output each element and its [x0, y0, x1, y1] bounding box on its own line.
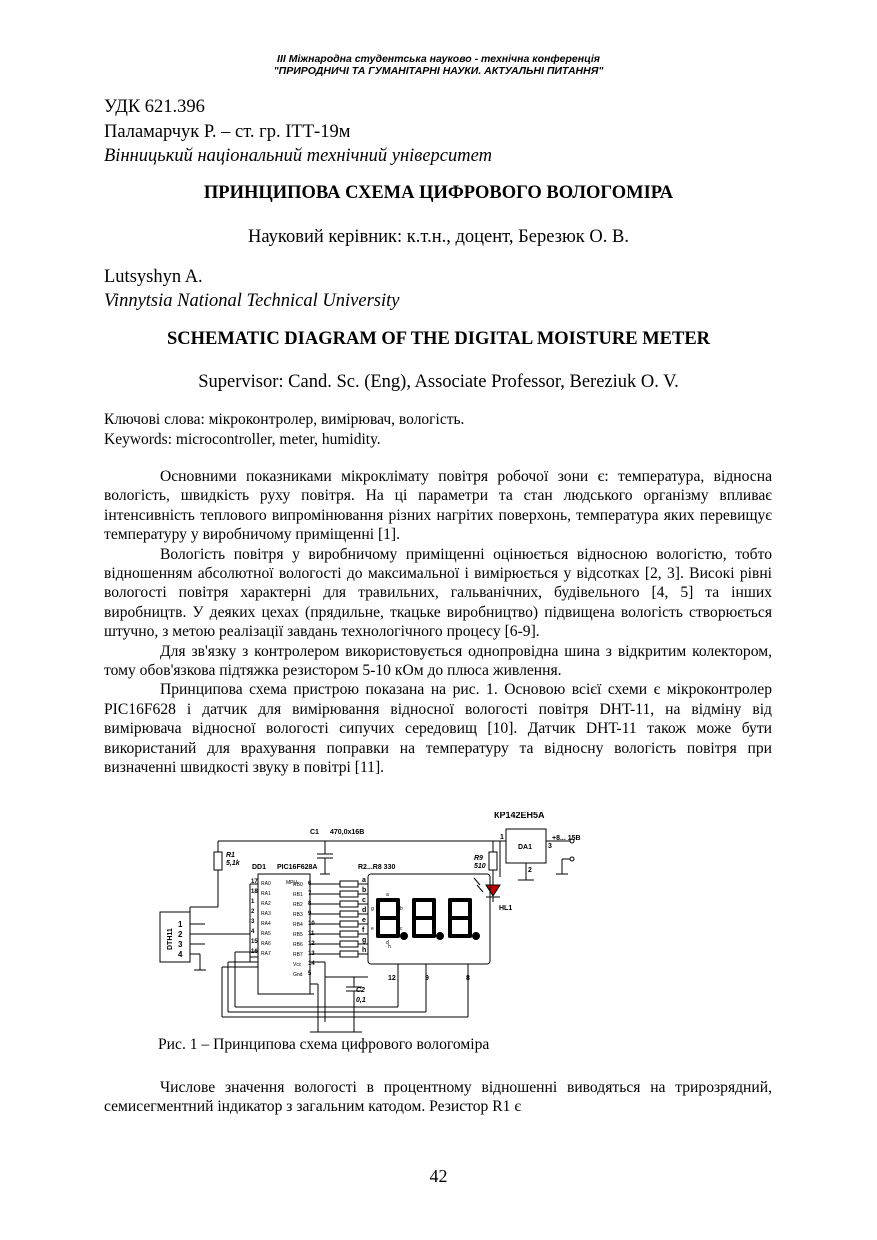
mcu-left-pin-name: RA5	[261, 931, 271, 937]
mcu-left-pin-name: RA3	[261, 911, 271, 917]
page-number: 42	[429, 1166, 448, 1186]
display-segment-label: c	[400, 926, 403, 932]
author-uk: Паламарчук Р. – ст. гр. ІТТ-19м	[104, 122, 351, 142]
figure-caption: Рис. 1 – Принципова схема цифрового вологоміра	[158, 1036, 490, 1053]
mcu-left-pin-number: 1	[251, 899, 255, 905]
mcu-right-pin-name: RB1	[293, 892, 303, 898]
mcu-right-pin-number: 14	[308, 961, 315, 967]
affiliation-en: Vinnytsia National Technical University	[104, 291, 400, 311]
display-segment-label: a	[386, 892, 389, 898]
affiliation-uk: Вінницький національний технічний університет	[104, 146, 492, 166]
mcu-right-pin-name: RB2	[293, 902, 303, 908]
segment-resistor	[340, 921, 358, 927]
regulator-name: КР142ЕН5А	[494, 812, 545, 820]
segment-resistor	[340, 931, 358, 937]
da1-label: DA1	[518, 844, 533, 851]
display-decimal-point	[438, 934, 442, 938]
mcu-right-pin-number: 6	[308, 881, 312, 887]
mcu-right-pin-number: 5	[308, 971, 312, 977]
display-pin-8: 8	[466, 975, 470, 982]
display-segment-label: b	[400, 906, 403, 912]
r1-value: 5,1k	[226, 860, 240, 867]
mcu-left-pin-name: RA4	[261, 921, 271, 927]
mcu-right-pin-name: RB4	[293, 922, 303, 928]
supervisor-uk: Науковий керівник: к.т.н., доцент, Березюк О. В.	[248, 227, 629, 247]
segment-resistor	[340, 941, 358, 947]
segment-label: h	[362, 947, 367, 954]
mcu-right-pin-number: 11	[308, 931, 315, 937]
regulator-pin3: 3	[548, 843, 552, 850]
mcu-left-pin-name: RA0	[261, 881, 271, 887]
mcu-left-pin-number: 18	[251, 889, 258, 895]
display-segment-label: g	[371, 906, 374, 912]
segment-resistor	[340, 911, 358, 917]
segment-resistor	[340, 881, 358, 887]
segment-label: a	[362, 877, 366, 884]
mcu-left-pin-name: RA6	[261, 941, 271, 947]
mcu-right-pin-name: Vcc	[293, 962, 302, 968]
c1-label: C1	[310, 829, 319, 836]
regulator-pin1: 1	[500, 834, 504, 841]
paragraph: Основними показниками мікроклімату повітря робочої зони є: температура, відносна вологість, швидкість руху повітря. На ці параметри та стан людського організму впливає інтенсивність теплового випромінювання різних нагрітих поверхонь, температура яких перевищує температуру у виробничому приміщенні [1].	[104, 468, 772, 544]
mcu-right-pin-number: 9	[308, 911, 312, 917]
segment-label: c	[362, 897, 366, 904]
display-decimal-point	[402, 934, 406, 938]
paper-title-uk: ПРИНЦИПОВА СХЕМА ЦИФРОВОГО ВОЛОГОМІРА	[203, 183, 674, 203]
sensor-pin-1: 1	[178, 920, 183, 929]
paper-title-en: SCHEMATIC DIAGRAM OF THE DIGITAL MOISTURE METER	[166, 329, 711, 349]
supervisor-en: Supervisor: Cand. Sc. (Eng), Associate Professor, Bereziuk O. V.	[198, 372, 679, 392]
sensor-pin-4: 4	[178, 950, 183, 959]
display-decimal-point	[474, 934, 478, 938]
segment-label: b	[362, 887, 367, 894]
after-figure-text	[104, 1078, 772, 1117]
author-en: Lutsyshyn A.	[104, 267, 203, 287]
conference-header-line1: III Міжнародна студентська науково - технічна конференція	[277, 53, 600, 65]
mcu-name: PIC16F628A	[277, 864, 318, 871]
display-pin-9: 9	[425, 975, 429, 982]
udk-code: УДК 621.396	[104, 97, 205, 117]
schematic-diagram	[150, 812, 620, 1037]
c2-value: 0,1	[356, 997, 366, 1004]
sensor-pin-3: 3	[178, 940, 183, 949]
segment-label: f	[362, 927, 365, 934]
regulator-pin2: 2	[528, 867, 532, 874]
segment-label: g	[362, 937, 367, 944]
display-pin-12: 12	[388, 975, 396, 982]
mcu-left-pin-number: 16	[251, 949, 258, 955]
dd1-label: DD1	[252, 864, 267, 871]
display-segment-label: e	[371, 926, 374, 932]
conference-header-line2: "ПРИРОДНИЧІ ТА ГУМАНІТАРНІ НАУКИ. АКТУАЛЬНІ ПИТАННЯ"	[273, 65, 604, 77]
paragraph: Для зв'язку з контролером використовується однопровідна шина з відкритим колектором, тому обов'язкова підтяжка резистором 5-10 кОм до плюса живлення.	[104, 642, 772, 680]
segment-label: d	[362, 907, 367, 914]
mcu-right-pin-number: 7	[308, 891, 312, 897]
hl1-label: HL1	[499, 905, 513, 912]
r1-label: R1	[226, 852, 235, 859]
r9-label: R9	[474, 855, 483, 862]
mcu-left-pin-name: RA7	[261, 951, 271, 957]
mcu-left-pin-name: RA1	[261, 891, 271, 897]
segment-resistor	[340, 951, 358, 957]
mpu-label: MPU	[286, 880, 298, 886]
segment-label: e	[362, 917, 366, 924]
mcu-right-pin-number: 10	[308, 921, 315, 927]
mcu-left-pin-name: RA2	[261, 901, 271, 907]
mcu-right-pin-name: RB7	[293, 952, 303, 958]
resistors-label: R2...R8 330	[358, 864, 396, 871]
body-text	[104, 467, 772, 778]
mcu-right-pin-name: RB3	[293, 912, 303, 918]
mcu-right-pin-number: 8	[308, 901, 312, 907]
mcu-left-pin-number: 3	[251, 919, 255, 925]
sensor-label: DTH11	[167, 928, 174, 950]
mcu-right-pin-name: RB0	[293, 882, 303, 888]
paragraph: Числове значення вологості в процентному відношенні виводяться на трирозрядний, семисегментний індикатор з загальним катодом. Резистор R1 є	[104, 1079, 772, 1116]
mcu-right-pin-number: 12	[308, 941, 315, 947]
mcu-left-pin-number: 4	[251, 929, 255, 935]
paragraph: Принципова схема пристрою показана на рис. 1. Основою всієї схеми є мікроконтролер PIC16F628 і датчик для вимірювання відносної вологості повітря DHT-11, на відміну від вимірювача відносної вологості сипучих середовищ [10]. Датчик DHT-11 також може бути використаний для врахування поправки на температуру та відносну вологість повітря при визначенні швидкості звуку в повітрі [11].	[104, 681, 772, 777]
sensor-pin-2: 2	[178, 930, 183, 939]
c2-label: C2	[356, 987, 365, 994]
keywords-en: Keywords: microcontroller, meter, humidity.	[104, 431, 381, 448]
keywords-uk: Ключові слова: мікроконтролер, вимірювач, вологість.	[104, 411, 465, 428]
mcu-right-pin-name: RB6	[293, 942, 303, 948]
mcu-right-pin-name: RB5	[293, 932, 303, 938]
power-label: +8... 15В	[552, 835, 581, 842]
paragraph: Вологість повітря у виробничому приміщенні оцінюється відносною вологістю, тобто відношенням абсолютної вологості до максимальної і вимірюється у відсотках [2, 3]. Високі рівні вологості повітря характерні для травильних, гальванічних, будівельного [4, 5] та інших виробництв. У деяких цехах (прядильне, ткацьке виробництво) підвищена вологість створюється штучно, з метою реалізації завдань технологічного процесу [6-9].	[104, 545, 772, 641]
display-segment-label: d	[386, 940, 389, 946]
display-segment-label: h	[388, 944, 391, 950]
segment-resistor	[340, 901, 358, 907]
segment-resistor	[340, 891, 358, 897]
mcu-left-pin-number: 17	[251, 879, 258, 885]
mcu-right-pin-name: Gnd	[293, 972, 303, 978]
mcu-right-pin-number: 13	[308, 951, 315, 957]
mcu-left-pin-number: 15	[251, 939, 258, 945]
c1-value: 470,0x16В	[330, 829, 365, 836]
r9-value: 510	[474, 863, 486, 870]
mcu-left-pin-number: 2	[251, 909, 255, 915]
